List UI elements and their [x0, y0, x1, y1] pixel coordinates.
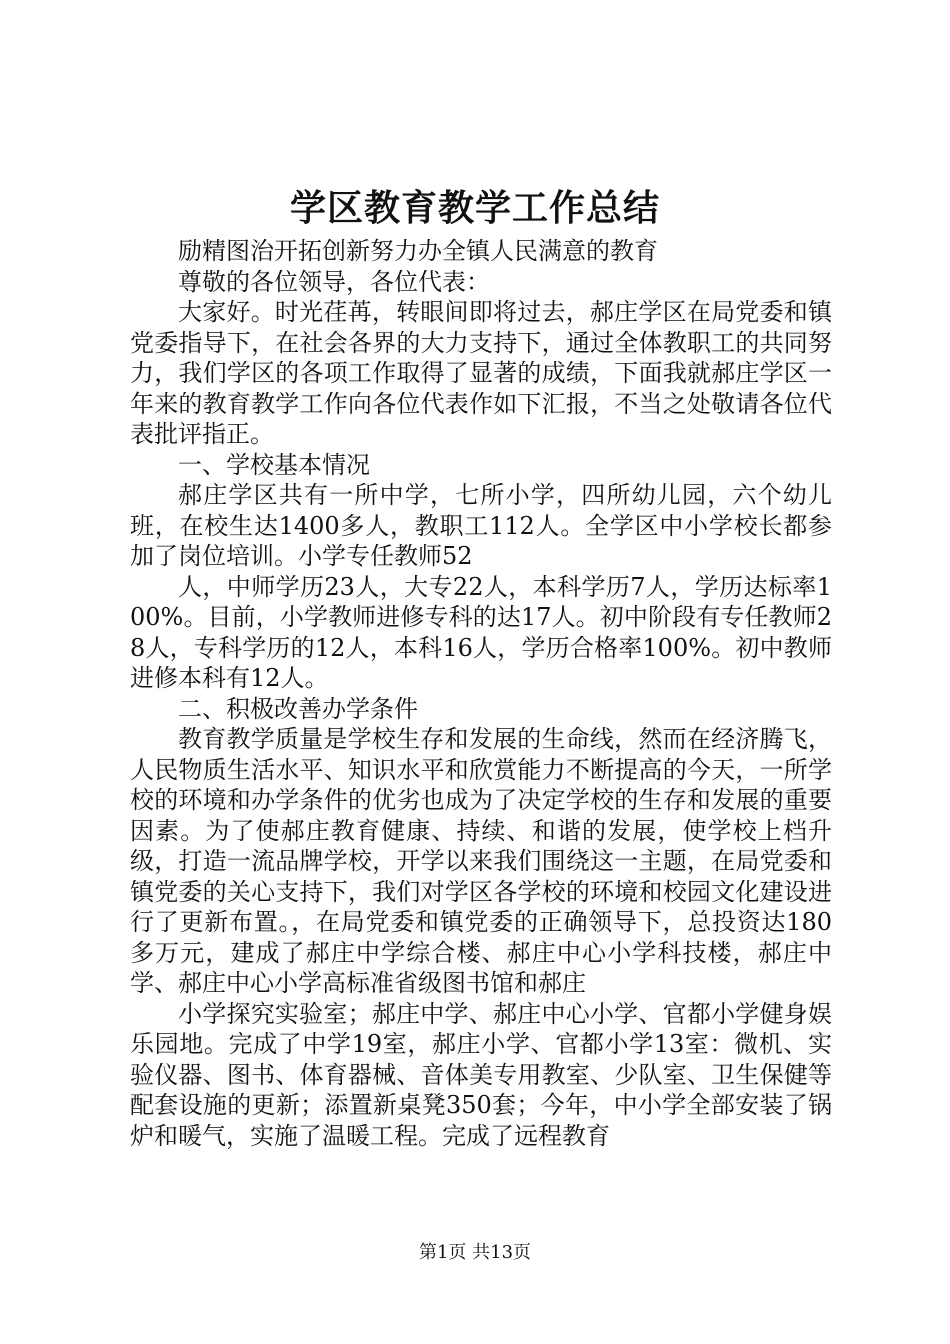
document-body	[130, 236, 832, 1151]
document-title: 学区教育教学工作总结	[289, 187, 660, 229]
section-heading-basic-info: 一、学校基本情况	[178, 450, 370, 479]
paragraph-school-stats: 郝庄学区共有一所中学，七所小学，四所幼儿园，六个幼儿班，在校生达1400多人，教职工112人。全学区中小学校长都参加了岗位培训。小学专任教师52	[130, 481, 832, 570]
paragraph-intro: 大家好。时光荏苒，转眼间即将过去，郝庄学区在局党委和镇党委指导下，在社会各界的大力支持下，通过全体教职工的共同努力，我们学区的各项工作取得了显著的成绩，下面我就郝庄学区一年来的教育教学工作向各位代表作如下汇报，不当之处敬请各位代表批评指正。	[130, 298, 832, 448]
paragraph-teacher-stats: 人，中师学历23人，大专22人，本科学历7人，学历达标率100%。目前，小学教师进修专科的达17人。初中阶段有专任教师28人，专科学历的12人，本科16人，学历合格率100%。初中教师进修本科有12人。	[130, 572, 832, 692]
section-heading-conditions: 二、积极改善办学条件	[178, 694, 418, 723]
page-footer: 第1页 共13页	[418, 1242, 532, 1263]
paragraph-salutation: 尊敬的各位领导，各位代表：	[178, 267, 490, 296]
paragraph-facilities: 小学探究实验室；郝庄中学、郝庄中心小学、官都小学健身娱乐园地。完成了中学19室，郝庄小学、官都小学13室：微机、实验仪器、图书、体育器械、音体美专用教室、少队室、卫生保健等配套设施的更新；添置新桌凳350套；今年，中小学全部安装了锅炉和暖气，实施了温暖工程。完成了远程教育	[130, 999, 832, 1150]
paragraph-subtitle: 励精图治开拓创新努力办全镇人民满意的教育	[178, 237, 658, 265]
paragraph-conditions: 教育教学质量是学校生存和发展的生命线，然而在经济腾飞，人民物质生活水平、知识水平和欣赏能力不断提高的今天，一所学校的环境和办学条件的优劣也成为了决定学校的生存和发展的重要因素。为了使郝庄教育健康、持续、和谐的发展，使学校上档升级，打造一流品牌学校，开学以来我们围绕这一主题，在局党委和镇党委的关心支持下，我们对学区各学校的环境和校园文化建设进行了更新布置。，在局党委和镇党委的正确领导下，总投资达180多万元，建成了郝庄中学综合楼、郝庄中心小学科技楼，郝庄中学、郝庄中心小学高标准省级图书馆和郝庄	[130, 725, 832, 997]
